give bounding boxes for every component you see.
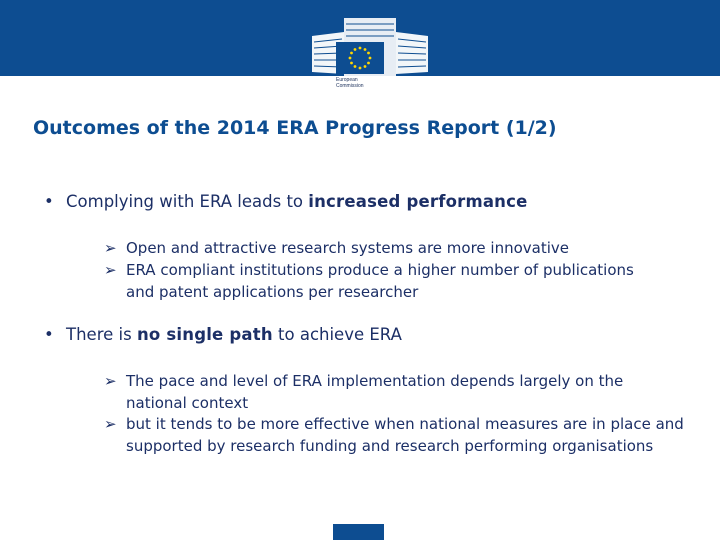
bullet-1 [44,192,528,211]
bullet-dot-icon: • [44,192,54,211]
slide-title: Outcomes of the 2014 ERA Progress Report (1/2) [33,117,557,139]
subpoint-text: The pace and level of ERA implementation depends largely on the national context [126,372,624,412]
footer-bar [333,524,384,540]
subpoint-1-1 [104,237,684,259]
arrow-bullet-icon: ➢ [104,239,117,257]
subpoint-text: but it tends to be more effective when national measures are in place and supported by research funding and research performing organisations [126,415,684,455]
subpoint-1-2 [104,259,644,303]
subpoint-2-2 [104,413,684,457]
arrow-bullet-icon: ➢ [104,261,117,279]
bullet-2-suffix: to achieve ERA [272,325,402,344]
subpoint-text: Open and attractive research systems are more innovative [126,239,570,257]
subpoint-text: ERA compliant institutions produce a higher number of publications and patent applications per researcher [126,261,634,301]
bullet-dot-icon: • [44,325,54,344]
bullet-2-emphasis: no single path [136,325,273,344]
bullet-1-emphasis: increased performance [308,192,528,211]
bullet-1-prefix: Complying with ERA leads to [66,192,309,211]
org-name [336,77,364,89]
bullet-2 [44,325,402,344]
bullet-2-prefix: There is [66,325,137,344]
subpoint-2-1 [104,370,664,414]
arrow-bullet-icon: ➢ [104,372,117,390]
org-name-line2: Commission [336,83,364,89]
european-commission-logo [306,12,434,100]
org-name-line1: European [336,77,358,83]
arrow-bullet-icon: ➢ [104,415,117,433]
